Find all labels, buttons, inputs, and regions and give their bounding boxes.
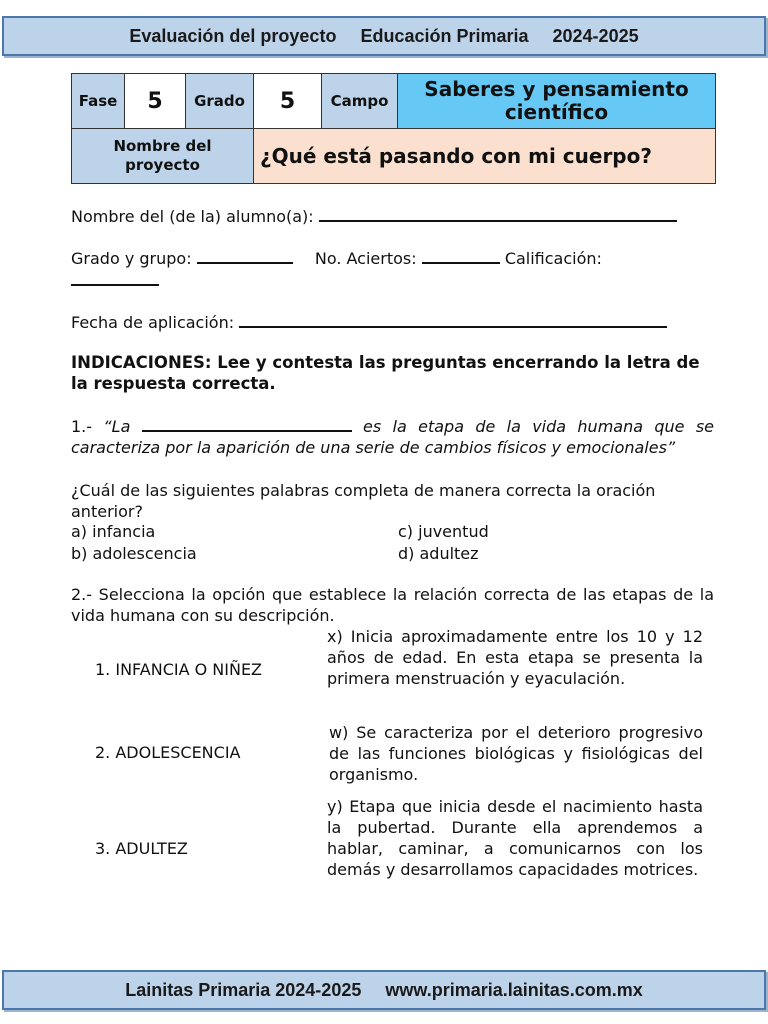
grade-group-blank[interactable] [197, 248, 293, 264]
question-1-option-d[interactable]: d) adultez [398, 544, 479, 563]
campo-value: Saberes y pensamiento científico [398, 74, 716, 129]
project-name-label: Nombre del proyecto [72, 129, 254, 184]
footer-brand: Lainitas Primaria 2024-2025 [125, 979, 362, 1000]
question-1-quote-end: es la etapa de la vida humana que se caracteriza por la aparición de una serie de cambios físicos y emocionales” [71, 417, 714, 457]
date-line [71, 312, 714, 333]
footer-banner [2, 970, 766, 1010]
student-name-line [71, 206, 714, 227]
grado-value: 5 [254, 74, 322, 129]
project-name-value: ¿Qué está pasando con mi cuerpo? [254, 129, 716, 184]
fase-value: 5 [125, 74, 186, 129]
description-w: w) Se caracteriza por el deterioro progresivo de las funciones biológicas y fisiológicas del organismo. [329, 723, 703, 784]
footer-url[interactable]: www.primaria.lainitas.com.mx [385, 979, 643, 1000]
correct-count-label: No. Aciertos: [314, 249, 417, 268]
stage-adolescence: 2. ADOLESCENCIA [95, 743, 241, 762]
grade-line [71, 248, 714, 269]
project-info-table [71, 73, 716, 184]
score-blank-line [71, 270, 714, 291]
question-1-option-b[interactable]: b) adolescencia [71, 544, 197, 563]
stage-adulthood: 3. ADULTEZ [95, 839, 188, 858]
question-1-quote-start: “La [103, 417, 131, 436]
grado-label: Grado [186, 74, 254, 129]
header-banner [2, 16, 766, 56]
question-1-blank[interactable] [142, 416, 352, 432]
campo-label: Campo [322, 74, 398, 129]
header-year: 2024-2025 [552, 25, 639, 46]
score-label: Calificación: [504, 249, 602, 268]
question-1-number: 1.- [71, 417, 93, 436]
correct-count-blank[interactable] [422, 248, 500, 264]
date-blank[interactable] [239, 312, 667, 328]
question-1-prompt: ¿Cuál de las siguientes palabras completa de manera correcta la oración anterior? [71, 481, 656, 521]
question-2-prompt: 2.- Selecciona la opción que establece la relación correcta de las etapas de la vida humana con su descripción. [71, 585, 714, 625]
description-y: y) Etapa que inicia desde el nacimiento hasta la pubertad. Durante ella aprendemos a hablar, caminar, a comunicarnos con los demás y desarrollamos capacidades motrices. [327, 797, 703, 879]
question-1-option-a[interactable]: a) infancia [71, 522, 156, 541]
question-1-statement [71, 416, 714, 458]
grade-group-label: Grado y grupo: [71, 249, 192, 268]
stage-childhood: 1. INFANCIA O NIÑEZ [95, 660, 263, 679]
date-label: Fecha de aplicación: [71, 313, 235, 332]
description-x: x) Inicia aproximadamente entre los 10 y 12 años de edad. En esta etapa se presenta la primera menstruación y eyaculación. [327, 627, 703, 688]
student-name-blank[interactable] [319, 206, 677, 222]
question-1-option-c[interactable]: c) juventud [398, 522, 489, 541]
instructions: INDICACIONES: Lee y contesta las preguntas encerrando la letra de la respuesta correcta. [71, 353, 700, 393]
student-name-label: Nombre del (de la) alumno(a): [71, 207, 314, 226]
header-level: Educación Primaria [360, 25, 529, 46]
fase-label: Fase [72, 74, 125, 129]
header-title: Evaluación del proyecto [129, 25, 337, 46]
score-blank[interactable] [71, 270, 159, 286]
